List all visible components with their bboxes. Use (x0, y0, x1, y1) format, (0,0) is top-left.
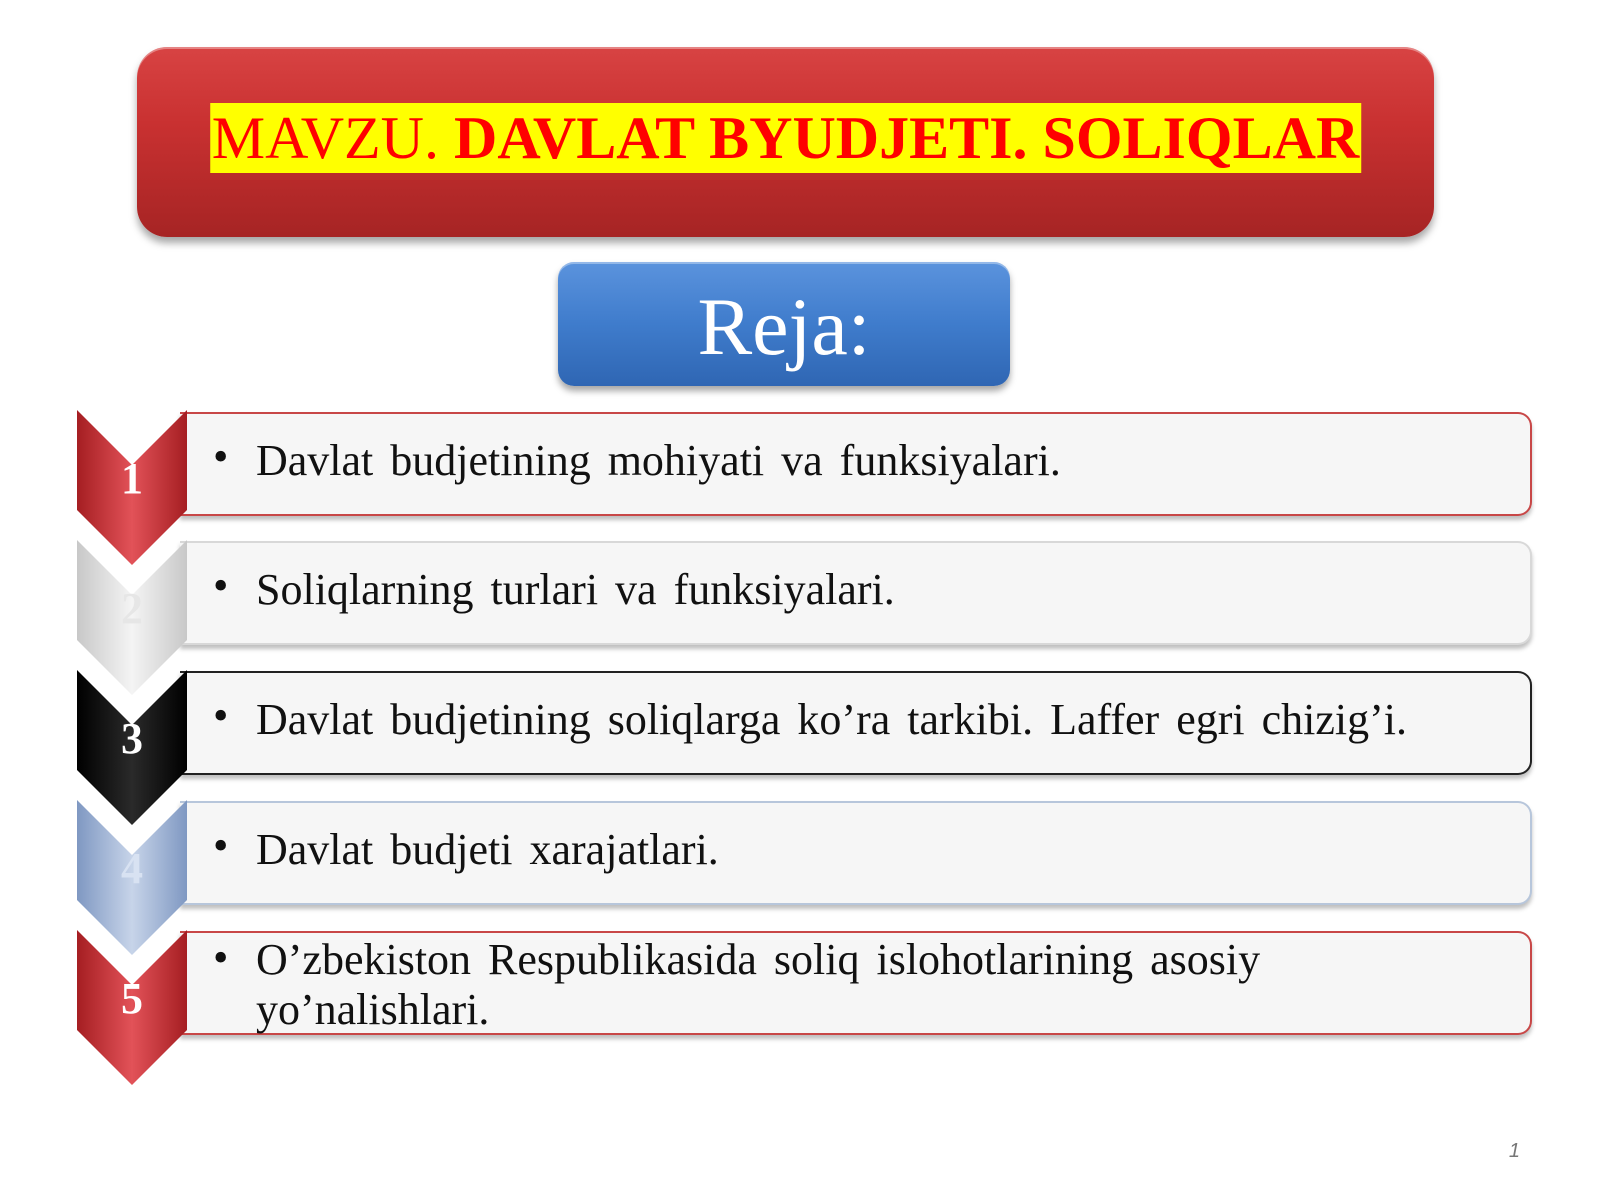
title-main: DAVLAT BYUDJETI. SOLIQLAR (454, 105, 1360, 171)
plan-item-text: Davlat budjeti xarajatlari. (256, 825, 719, 874)
bullet-icon: • (213, 691, 229, 740)
title-banner (137, 47, 1434, 237)
plan-item-text: O’zbekiston Respublikasida soliq islohotlarining asosiy yo’nalishlari. (256, 935, 1261, 1034)
page-number: 1 (1508, 1140, 1520, 1162)
plan-item-5 (180, 931, 1532, 1035)
bullet-icon: • (213, 561, 229, 610)
number-chevron-5 (77, 930, 187, 1085)
plan-header-box (558, 262, 1010, 386)
plan-label: Reja: (697, 281, 871, 372)
slide-title (210, 103, 1362, 173)
bullet-icon: • (213, 821, 229, 870)
item-number: 5 (121, 974, 143, 1023)
plan-item-4 (180, 801, 1532, 905)
bullet-icon: • (213, 933, 229, 982)
item-number: 2 (121, 584, 143, 633)
plan-item-1 (180, 412, 1532, 516)
plan-item-3 (180, 671, 1532, 775)
plan-item-text: Davlat budjetining soliqlarga ko’ra tarkibi. Laffer egri chizig’i. (256, 695, 1408, 744)
bullet-icon: • (213, 432, 229, 481)
title-prefix: MAVZU. (211, 105, 455, 171)
item-number: 4 (121, 844, 143, 893)
item-number: 3 (121, 714, 143, 763)
plan-item-text: Davlat budjetining mohiyati va funksiyalari. (256, 436, 1061, 485)
item-number: 1 (121, 454, 143, 503)
plan-item-text: Soliqlarning turlari va funksiyalari. (256, 565, 895, 614)
plan-item-2 (180, 541, 1532, 645)
